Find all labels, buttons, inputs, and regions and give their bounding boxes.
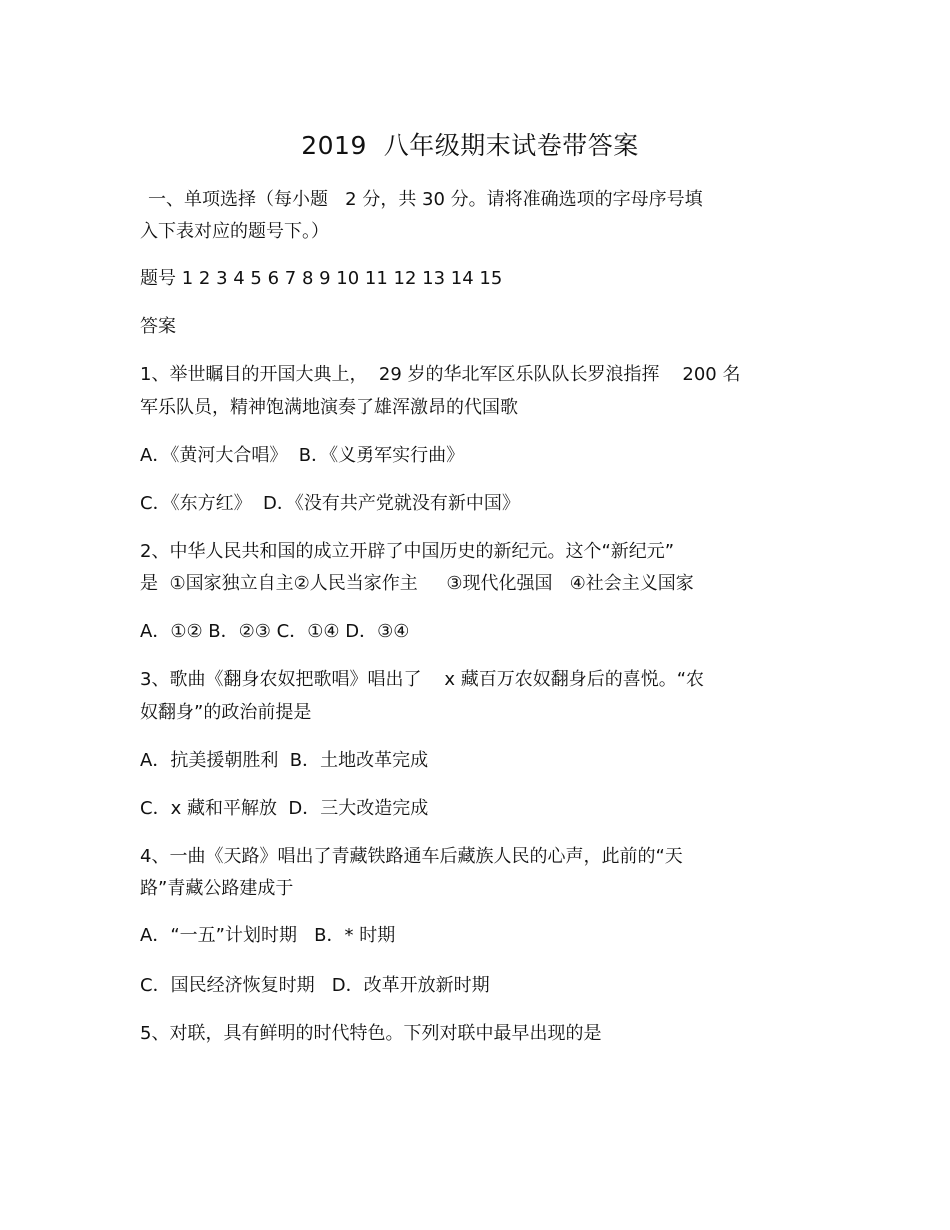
answer-table-header: 题号 1 2 3 4 5 6 7 8 9 10 11 12 13 14 15 (140, 268, 503, 289)
section-heading-line-1: 一、单项选择（每小题 2 分，共 30 分。请将准确选项的字母序号填 (148, 189, 703, 210)
question-4-line-1: 4、一曲《天路》唱出了青藏铁路通车后藏族人民的心声，此前的“天 (140, 846, 683, 867)
question-2-line-1: 2、中华人民共和国的成立开辟了中国历史的新纪元。这个“新纪元” (140, 541, 675, 562)
document-title: 2019 八年级期末试卷带答案 (301, 131, 639, 160)
answer-table-label: 答案 (140, 316, 176, 337)
question-1-options-cd: C．《东方红》 D．《没有共产党就没有新中国》 (140, 493, 520, 514)
question-3-line-1: 3、歌曲《翻身农奴把歌唱》唱出了 x 藏百万农奴翻身后的喜悦。“农 (140, 669, 705, 690)
question-3-line-2: 奴翻身”的政治前提是 (140, 702, 312, 723)
question-1-options-ab: A．《黄河大合唱》 B．《义勇军实行曲》 (140, 445, 465, 466)
question-2-line-2: 是 ①国家独立自主②人民当家作主 ③现代化强国 ④社会主义国家 (140, 573, 694, 594)
section-heading-line-2: 入下表对应的题号下。） (140, 221, 329, 242)
question-2-options: A．①② B．②③ C．①④ D．③④ (140, 621, 410, 642)
question-4-line-2: 路”青藏公路建成于 (140, 878, 294, 899)
question-5-line-1: 5、对联，具有鲜明的时代特色。下列对联中最早出现的是 (140, 1023, 602, 1044)
question-3-options-ab: A．抗美援朝胜利 B．土地改革完成 (140, 750, 429, 771)
question-4-options-cd: C．国民经济恢复时期 D．改革开放新时期 (140, 975, 490, 996)
question-3-options-cd: C．x 藏和平解放 D．三大改造完成 (140, 798, 429, 819)
question-1-line-1: 1、举世瞩目的开国大典上， 29 岁的华北军区乐队队长罗浪指挥 200 名 (140, 364, 741, 385)
question-4-options-ab: A．“一五”计划时期 B．* 时期 (140, 925, 396, 946)
question-1-line-2: 军乐队员，精神饱满地演奏了雄浑激昂的代国歌 (140, 397, 518, 418)
